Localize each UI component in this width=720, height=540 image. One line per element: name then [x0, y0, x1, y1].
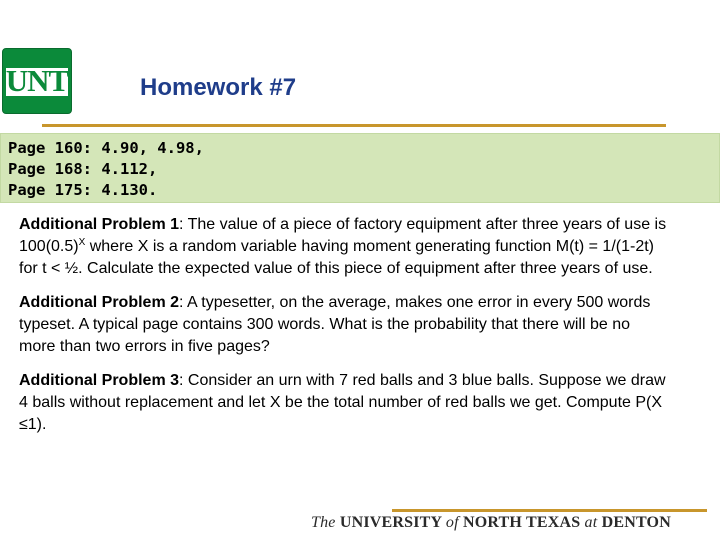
problem-2	[19, 292, 669, 358]
problem-text: : A typesetter, on the average, makes one error in every 500 words typeset. A typical page contains 300 words. What is the probability that there will be no more than two errors in five pages?	[19, 294, 651, 355]
title-divider	[42, 124, 666, 127]
logo-text: UNT	[5, 63, 69, 98]
footer-university: UNIVERSITY	[339, 514, 442, 531]
problem-list	[19, 214, 669, 436]
page-title: Homework #7	[140, 74, 297, 101]
footer-the: The	[311, 514, 336, 531]
assignment-box	[0, 133, 720, 203]
unt-logo	[2, 48, 72, 114]
problem-text: : The value of a piece of factory equipment after three years of use is 100(0.5)	[19, 216, 667, 255]
problem-label: Additional Problem 1	[19, 216, 180, 233]
problem-text: : Consider an urn with 7 red balls and 3 blue balls. Suppose we draw 4 balls without replacement and let X be the total number of red balls we get. Compute P(X ≤1).	[19, 372, 666, 433]
university-wordmark	[311, 514, 671, 532]
footer-denton: DENTON	[601, 514, 671, 531]
assignment-line: Page 160: 4.90, 4.98,	[8, 139, 204, 157]
footer-at: at	[584, 514, 598, 531]
problem-label: Additional Problem 3	[19, 372, 180, 389]
assignment-line: Page 168: 4.112,	[8, 160, 158, 178]
problem-3	[19, 370, 669, 436]
superscript: X	[78, 237, 86, 248]
problem-text: where X is a random variable having moment generating function M(t) = 1/(1-2t) for t < ½. Calculate the expected value of this piece of equipment after three years of use.	[19, 238, 654, 277]
footer-divider	[392, 509, 707, 512]
footer-north-texas: NORTH TEXAS	[462, 514, 581, 531]
footer-of: of	[445, 514, 459, 531]
problem-1	[19, 214, 669, 280]
assignment-line: Page 175: 4.130.	[8, 181, 158, 199]
problem-label: Additional Problem 2	[19, 294, 180, 311]
